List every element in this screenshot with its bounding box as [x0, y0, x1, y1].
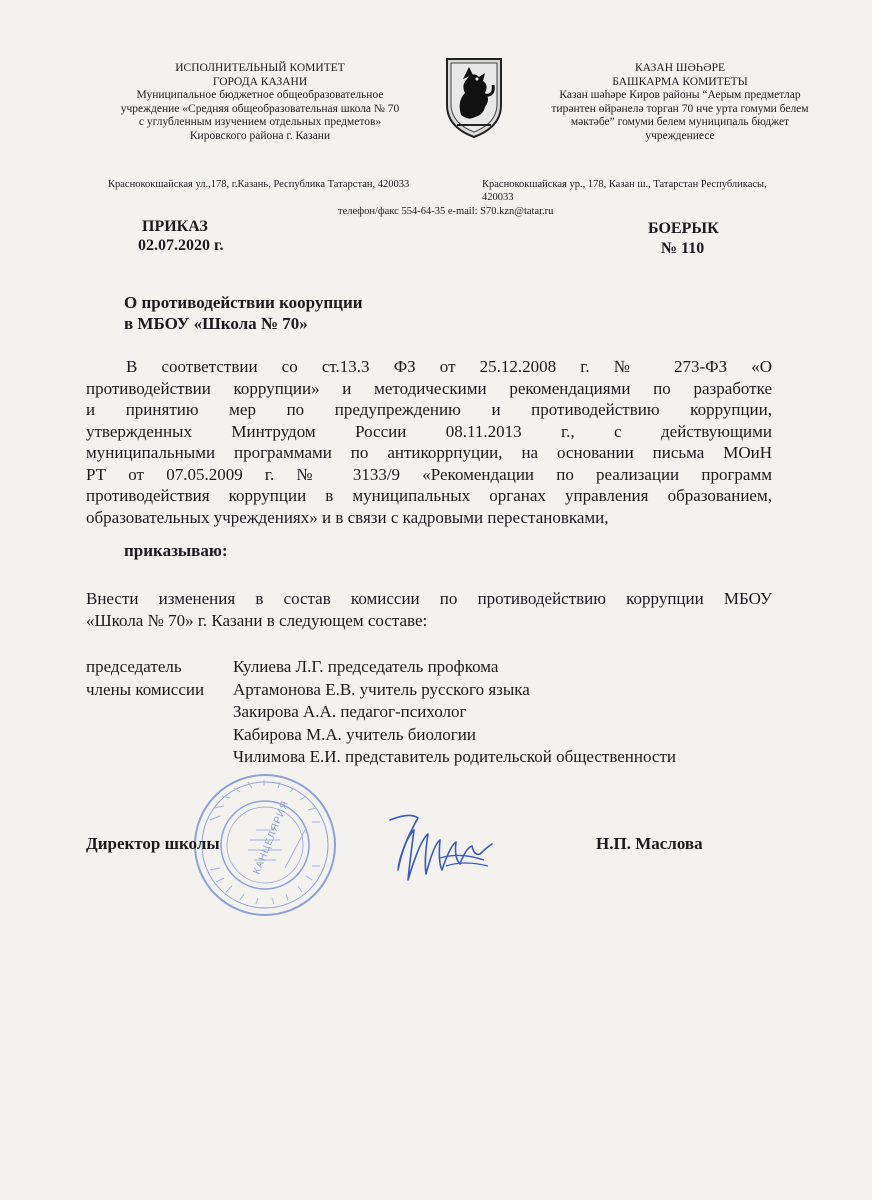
- body-line: противодействия коррупции в муниципальных органах управления образованием,: [86, 486, 772, 505]
- instruction-line: «Школа № 70» г. Казани в следующем составе:: [86, 610, 428, 630]
- members-role: члены комиссии: [86, 680, 205, 699]
- body-line: образовательных учреждениях» и в связи с кадровыми перестановками,: [86, 507, 609, 527]
- header-left-line4: учреждение «Средняя общеобразовательная школа № 70: [120, 102, 400, 115]
- header-left-line2: ГОРОДА КАЗАНИ: [212, 75, 308, 88]
- body-line: муниципальными программами по антикоррпуции, на основании письма МОиН: [86, 443, 772, 462]
- header-right: [520, 62, 840, 143]
- header-right-line6: учреждениесе: [645, 129, 715, 142]
- header-left-line3: Муниципальное бюджетное общеобразовательное: [136, 89, 384, 101]
- header-right-line2: БАШКАРМА КОМИТЕТЫ: [612, 75, 748, 88]
- order-date: 02.07.2020 г.: [138, 237, 224, 254]
- order-title: ПРИКАЗ: [142, 218, 208, 235]
- address-right-line1: Краснококшайская ур., 178, Казан ш., Татарстан Республикасы,: [482, 179, 767, 190]
- header-left-line1: ИСПОЛНИТЕЛЬНЫЙ КОМИТЕТ: [175, 62, 345, 74]
- stamp-label: КАНЦЕЛЯРИЯ: [251, 798, 292, 877]
- header-right-line5: мәктәбе” гомуми белем муниципаль бюджет: [570, 116, 790, 128]
- header-left-line6: Кировского района г. Казани: [189, 129, 331, 142]
- member-entry: Закирова А.А. педагог-психолог: [233, 702, 467, 721]
- commission-list: [233, 656, 676, 768]
- header-right-line4: тирәнтен өйрәнелә торган 70 нче урта гомуми белем: [551, 102, 809, 115]
- handwritten-signature: [380, 800, 500, 890]
- signature-name: Н.П. Маслова: [596, 834, 703, 853]
- order-word: приказываю:: [124, 541, 228, 560]
- boeryk-title: БОЕРЫК: [648, 220, 719, 237]
- subject-line2: в МБОУ «Школа № 70»: [124, 314, 308, 333]
- address-left: Краснококшайская ул.,178, г.Казань, Республика Татарстан, 420033: [108, 179, 410, 190]
- body-line: противодействии коррупции» и методическими рекомендациями по разработке: [86, 378, 772, 398]
- member-entry: Кабирова М.А. учитель биологии: [233, 724, 476, 744]
- body-text: [86, 356, 772, 528]
- instruction-line: Внести изменения в состав комиссии по противодействию коррупции МБОУ: [86, 589, 772, 608]
- signature-role: Директор школы: [86, 834, 220, 853]
- order-number: № 110: [661, 240, 705, 257]
- body-line: РТ от 07.05.2009 г. № 3133/9 «Рекомендации по реализации программ: [86, 464, 772, 484]
- member-entry: Чилимова Е.И. представитель родительской общественности: [233, 747, 676, 766]
- body-line: утвержденных Минтрудом России 08.11.2013 г., с действующими: [86, 421, 772, 441]
- body-line: В соответствии со ст.13.3 ФЗ от 25.12.2008 г. № 273-ФЗ «О: [126, 357, 772, 376]
- header-left-line5: с углубленным изучением отдельных предметов»: [138, 116, 382, 128]
- chair-role: председатель: [86, 657, 182, 676]
- instruction: [86, 588, 772, 631]
- header-right-line1: КАЗАН ШӘҺӘРЕ: [634, 62, 726, 74]
- header-right-line3: Казан шәһәре Киров районы “Аерым предметлар: [559, 89, 801, 101]
- header-left: [90, 62, 430, 143]
- body-line: и принятию мер по предупреждению и противодействию коррупции,: [86, 400, 772, 419]
- coat-of-arms-icon: [443, 55, 505, 139]
- address-right-line2: 420033: [482, 192, 514, 203]
- subject-line1: О противодействии коорупции: [124, 293, 363, 312]
- member-entry: Артамонова Е.В. учитель русского языка: [233, 679, 530, 699]
- contact-line: телефон/факс 554-64-35 e-mail: S70.kzn@tatar.ru: [338, 206, 554, 217]
- subject: [124, 292, 363, 334]
- chair-entry: Кулиева Л.Г. председатель профкома: [233, 657, 499, 676]
